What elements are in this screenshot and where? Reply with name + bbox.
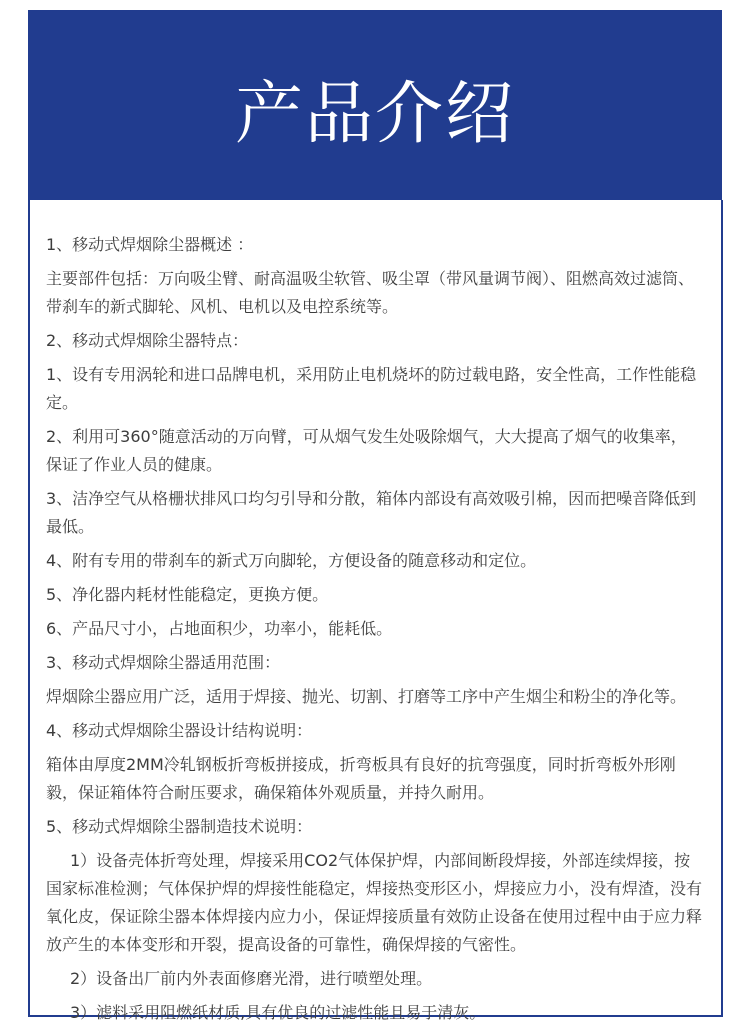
page-title: 产品介绍 bbox=[234, 75, 515, 154]
section-heading-manufacturing: 5、移动式焊烟除尘器制造技术说明： bbox=[46, 817, 313, 836]
feature-item: 3、洁净空气从格栅状排风口均匀引导和分散，箱体内部设有高效吸引棉，因而把噪音降低到最低。 bbox=[46, 489, 697, 536]
section-heading-overview: 1、移动式焊烟除尘器概述 ： bbox=[46, 235, 254, 254]
paragraph-main-components: 主要部件包括：万向吸尘臂、耐高温吸尘软管、吸尘罩（带风量调节阀）、阻燃高效过滤筒、带刹车的新式脚轮、风机、电机以及电控系统等。 bbox=[46, 269, 695, 316]
feature-item: 5、净化器内耗材性能稳定，更换方便。 bbox=[46, 585, 329, 604]
manufacturing-item: 3）滤料采用阻燃纸材质,具有优良的过滤性能且易于清灰。 bbox=[70, 1003, 486, 1022]
paragraph-application: 焊烟除尘器应用广泛，适用于焊接、抛光、切割、打磨等工序中产生烟尘和粉尘的净化等。 bbox=[46, 687, 687, 706]
feature-item: 1、设有专用涡轮和进口品牌电机，采用防止电机烧坏的防过载电路，安全性高，工作性能稳定。 bbox=[46, 365, 697, 412]
feature-item: 6、产品尺寸小，占地面积少，功率小，能耗低。 bbox=[46, 619, 393, 638]
paragraph-structure: 箱体由厚度2MM冷轧钢板折弯板拼接成，折弯板具有良好的抗弯强度，同时折弯板外形刚毅，保证箱体符合耐压要求，确保箱体外观质量，并持久耐用。 bbox=[46, 755, 676, 802]
feature-item: 2、利用可360°随意活动的万向臂，可从烟气发生处吸除烟气，大大提高了烟气的收集率，保证了作业人员的健康。 bbox=[46, 427, 687, 474]
manufacturing-item: 1）设备壳体折弯处理，焊接采用CO2气体保护焊，内部间断段焊接，外部连续焊接，按国家标准检测；气体保护焊的焊接性能稳定，焊接热变形区小，焊接应力小，没有焊渣，没有氧化皮，保证除尘器本体焊接内应力小，保证焊接质量有效防止设备在使用过程中由于应力释放产生的本体变形和开裂，提高设备的可靠性，确保焊接的气密性。 bbox=[46, 851, 703, 954]
section-heading-structure: 4、移动式焊烟除尘器设计结构说明： bbox=[46, 721, 313, 740]
section-heading-application: 3、移动式焊烟除尘器适用范围： bbox=[46, 653, 281, 672]
feature-item: 4、附有专用的带刹车的新式万向脚轮，方便设备的随意移动和定位。 bbox=[46, 551, 537, 570]
product-description bbox=[46, 231, 702, 1033]
manufacturing-item: 2）设备出厂前内外表面修磨光滑，进行喷塑处理。 bbox=[70, 969, 433, 988]
section-heading-features: 2、移动式焊烟除尘器特点： bbox=[46, 331, 249, 350]
header-banner bbox=[28, 10, 722, 200]
